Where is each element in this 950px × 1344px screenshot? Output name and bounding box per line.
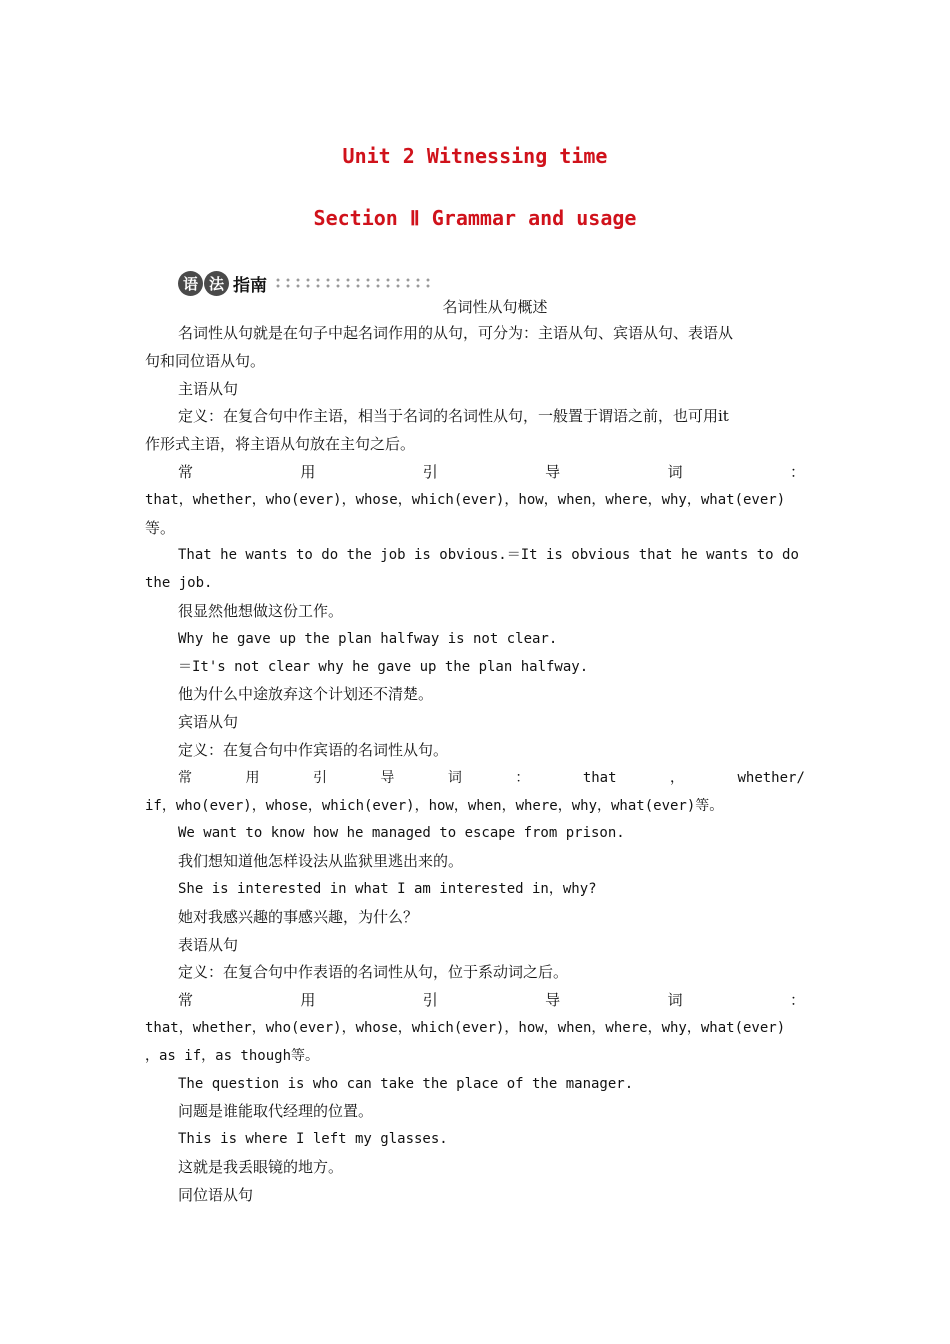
document-body — [145, 296, 805, 1210]
spread-char: whether/ — [737, 769, 805, 786]
spread-char: 引 — [422, 462, 438, 481]
example-sentence: The question is who can take the place of the manager. — [178, 1075, 634, 1092]
section-heading: 同位语从句 — [178, 1185, 254, 1204]
example-sentence: ＝It's not clear why he gave up the plan halfway. — [178, 658, 589, 675]
example-translation: 问题是谁能取代经理的位置。 — [178, 1102, 374, 1121]
connective-list: that，whether，who(ever)，whose，which(ever)，how，when，where，why，what(ever) — [145, 491, 786, 508]
spread-char: 导 — [545, 991, 561, 1010]
example-sentence: Why he gave up the plan halfway is not clear. — [178, 630, 558, 647]
spread-char: ： — [515, 769, 530, 786]
spread-char: 常 — [178, 991, 194, 1010]
definition-line: 定义：在复合句中作表语的名词性从句，位于系动词之后。 — [178, 963, 569, 982]
spread-char: 引 — [312, 769, 327, 786]
section-heading: 宾语从句 — [178, 713, 239, 732]
spread-char: 词 — [667, 462, 683, 481]
section-heading: 表语从句 — [178, 935, 239, 954]
spread-char: ： — [789, 991, 805, 1010]
spread-char: 用 — [300, 462, 316, 481]
spread-char: 导 — [545, 462, 561, 481]
definition-line: 定义：在复合句中作宾语的名词性从句。 — [178, 740, 449, 759]
spread-char: ： — [789, 462, 805, 481]
connective-list-end: ，as if，as though等。 — [145, 1047, 320, 1064]
example-translation: 我们想知道他怎样设法从监狱里逃出来的。 — [178, 852, 464, 871]
example-sentence: This is where I left my glasses. — [178, 1131, 448, 1148]
intro-line: 句和同位语从句。 — [145, 351, 266, 370]
subheading: 名词性从句概述 — [442, 298, 548, 316]
connective-label — [145, 459, 805, 487]
connective-list-end: 等。 — [145, 518, 176, 537]
badge-circle-1: 语 — [178, 271, 203, 296]
spread-char: 用 — [245, 769, 260, 786]
example-translation: 很显然他想做这份工作。 — [178, 601, 344, 620]
example-translation: 这就是我丢眼镜的地方。 — [178, 1157, 344, 1176]
example-translation: 他为什么中途放弃这个计划还不清楚。 — [178, 685, 434, 704]
spread-char: ， — [670, 769, 684, 786]
intro-line: 名词性从句就是在句子中起名词作用的从句，可分为：主语从句、宾语从句、表语从 — [178, 324, 734, 342]
spread-char: 导 — [380, 769, 395, 786]
spread-char: 词 — [667, 991, 683, 1010]
definition-line: 定义：在复合句中作主语，相当于名词的名词性从句，一般置于谓语之前，也可用it — [178, 407, 729, 426]
dotted-divider — [273, 277, 433, 289]
spread-char: 常 — [178, 462, 194, 481]
spread-char: 引 — [422, 991, 438, 1010]
connective-label — [145, 765, 805, 793]
example-sentence: That he wants to do the job is obvious.＝It is obvious that he wants to do — [178, 547, 799, 564]
connective-list: that，whether，who(ever)，whose，which(ever)，how，when，where，why，what(ever) — [145, 1019, 786, 1036]
section-title: Section Ⅱ Grammar and usage — [313, 206, 637, 230]
connective-list: if，who(ever)，whose，which(ever)，how，when，where，why，what(ever)等。 — [145, 797, 724, 814]
spread-char: that — [582, 769, 617, 786]
example-translation: 她对我感兴趣的事感兴趣，为什么？ — [178, 907, 419, 926]
example-sentence: She is interested in what I am interested in，why? — [178, 880, 597, 897]
grammar-guide-badge — [178, 268, 433, 298]
section-heading: 主语从句 — [178, 379, 239, 398]
unit-title: Unit 2 Witnessing time — [342, 144, 608, 168]
example-sentence: We want to know how he managed to escape from prison. — [178, 825, 625, 842]
spread-char: 用 — [300, 991, 316, 1010]
connective-label — [145, 987, 805, 1015]
spread-char: 常 — [178, 769, 192, 786]
badge-circle-2: 法 — [204, 271, 229, 296]
definition-line: 作形式主语，将主语从句放在主句之后。 — [145, 435, 416, 454]
badge-label: 指南 — [233, 275, 267, 296]
spread-char: 词 — [447, 769, 462, 786]
example-sentence: the job. — [145, 575, 213, 592]
